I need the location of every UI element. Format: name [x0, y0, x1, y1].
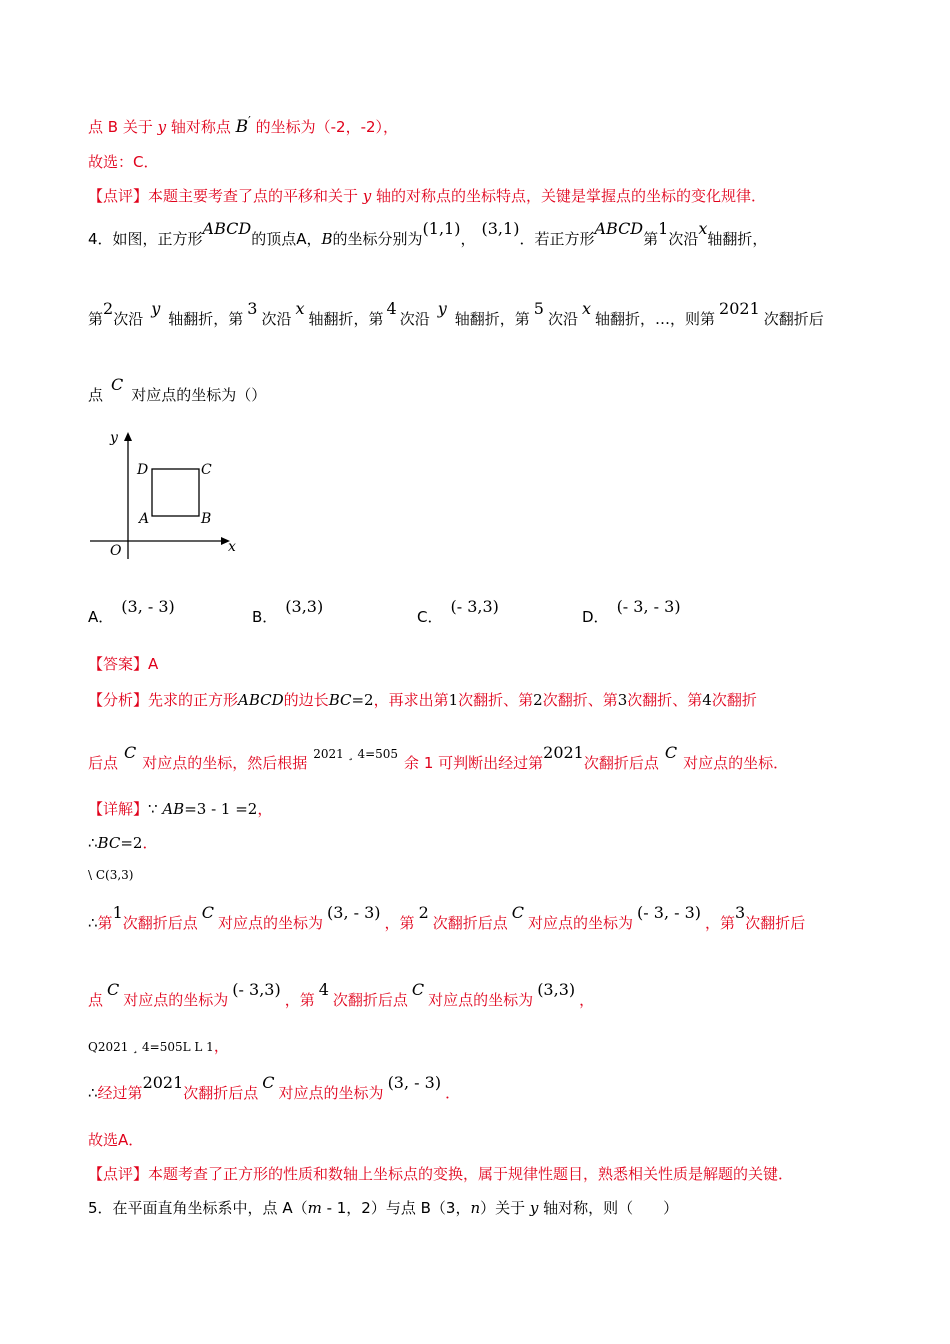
q5-stem: 5．在平面直角坐标系中，点 A（m - 1，2）与点 B（3，n）关于 y 轴对称，则（ ）: [88, 1199, 679, 1217]
vertex-label-b: B: [201, 511, 212, 527]
prev-comment: 【点评】本题主要考查了点的平移和关于 y 轴的对称点的坐标特点，关键是掌握点的坐标的变化规律．: [88, 187, 767, 205]
detail-line4: ∴第1次翻折后点C对应点的坐标为(3, - 3)，第2次翻折后点C对应点的坐标为(- 3, - 3)，第3次翻折后: [88, 903, 806, 932]
option-d[interactable]: D．(- 3, - 3): [582, 597, 681, 626]
vertex-label-d: D: [137, 462, 149, 478]
detail-line5: 点C对应点的坐标为(- 3,3)，第4次翻折后点C对应点的坐标为(3,3)，: [88, 980, 595, 1009]
x-axis-label: x: [228, 539, 236, 555]
vertex-label-a: A: [139, 511, 150, 527]
analysis-line1: 【分析】先求的正方形ABCD的边长BC=2，再求出第1次翻折、第2次翻折、第3次翻折、第4次翻折: [88, 691, 757, 709]
detail-line8: 故选A．: [88, 1131, 144, 1149]
prev-line-symmetric-point: 点 B 关于 y 轴对称点 B′ 的坐标为（-2，-2），: [88, 114, 399, 137]
detail-line1: 【详解】∵ AB=3 - 1 =2，: [88, 800, 273, 818]
comment-line: 【点评】本题考查了正方形的性质和数轴上坐标点的变换，属于规律性题目，熟悉相关性质是解题的关键．: [88, 1165, 794, 1183]
prev-line-choice: 故选：C．: [88, 153, 159, 171]
answer-line: 【答案】A: [88, 655, 159, 673]
option-c[interactable]: C．(- 3,3): [417, 597, 499, 626]
origin-label: O: [110, 543, 122, 559]
y-axis-arrow: [124, 432, 132, 441]
square-abcd: [152, 469, 199, 516]
option-b[interactable]: B．(3,3): [252, 597, 324, 626]
q4-stem-line3: 点C对应点的坐标为（）: [88, 375, 267, 404]
option-a[interactable]: A．(3, - 3): [88, 597, 175, 626]
y-axis-label: y: [110, 430, 118, 446]
q4-stem-line2: 第2次沿y轴翻折，第3次沿x轴翻折，第4次沿y轴翻折，第5次沿x轴翻折，…，则第2021次翻折后: [88, 299, 824, 328]
detail-line7: ∴经过第2021次翻折后点C对应点的坐标为(3, - 3)．: [88, 1073, 461, 1102]
square-coordinate-figure: [88, 425, 248, 565]
detail-line2: ∴BC=2．: [88, 834, 158, 852]
vertex-label-c: C: [201, 462, 212, 478]
analysis-line2: 后点C对应点的坐标，然后根据 $^{2021 ¸ 4=505}$ 余 1 可判断出经过第2021次翻折后点C对应点的坐标．: [88, 743, 789, 772]
detail-line6: Q2021 ¸ 4=505L L 1，: [88, 1037, 229, 1055]
q4-stem-line1: 4．如图，正方形ABCD的顶点A，B的坐标分别为(1,1)，(3,1)．若正方形ABCD第1次沿x轴翻折，: [88, 219, 768, 248]
detail-line3: \ C(3,3): [88, 868, 134, 882]
